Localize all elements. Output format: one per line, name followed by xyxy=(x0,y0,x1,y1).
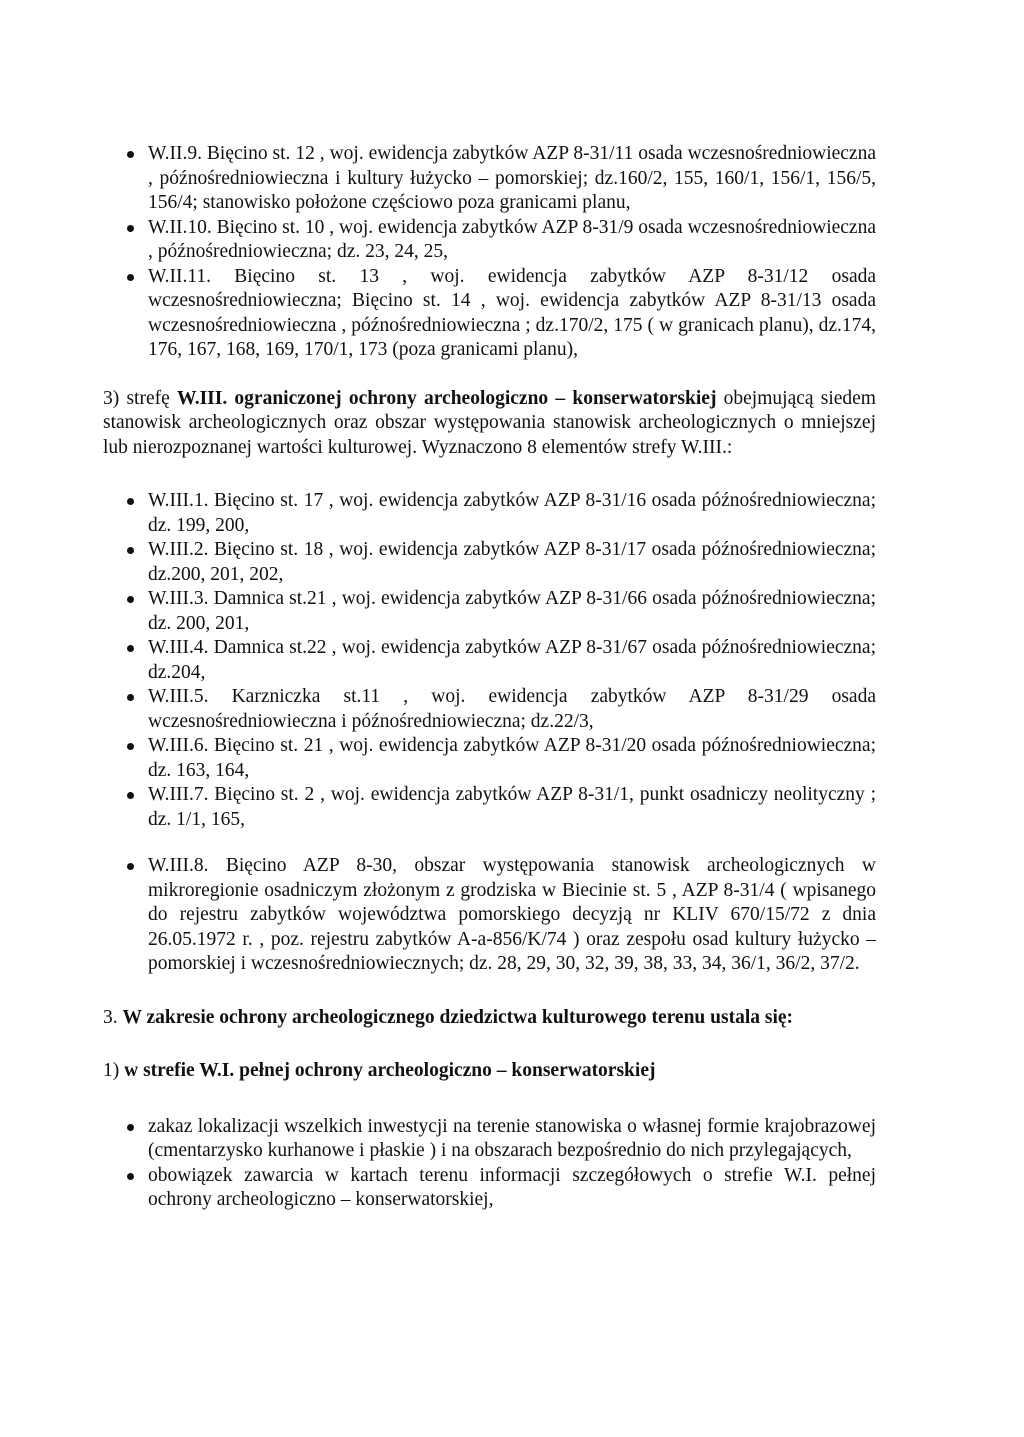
list-item: obowiązek zawarcia w kartach terenu informacji szczegółowych o strefie W.I. pełnej ochrony archeologiczno – konserwatorskiej, xyxy=(103,1164,876,1213)
zone-w3-list xyxy=(103,489,876,977)
list-item: W.II.11. Bięcino st. 13 , woj. ewidencja zabytków AZP 8-31/12 osada wczesnośredniowieczna; Bięcino st. 14 , woj. ewidencja zabytków AZP 8-31/13 osada wczesnośredniowieczna , późnośredniowieczna ; dz.170/2, 175 ( w granicach planu), dz.174, 176, 167, 168, 169, 170/1, 173 (poza granicami planu), xyxy=(103,265,876,363)
subsection-title: w strefie W.I. pełnej ochrony archeologiczno – konserwatorskiej xyxy=(124,1060,656,1081)
subsection-heading xyxy=(103,1059,876,1084)
zone-w2-list xyxy=(103,142,876,363)
list-item: W.III.5. Karzniczka st.11 , woj. ewidencja zabytków AZP 8-31/29 osada wczesnośredniowieczna i późnośredniowieczna; dz.22/3, xyxy=(103,685,876,734)
list-item: W.III.7. Bięcino st. 2 , woj. ewidencja zabytków AZP 8-31/1, punkt osadniczy neolityczny ; dz. 1/1, 165, xyxy=(103,783,876,832)
list-item: W.III.8. Bięcino AZP 8-30, obszar występowania stanowisk archeologicznych w mikroregionie osadniczym złożonym z grodziska w Biecinie st. 5 , AZP 8-31/4 ( wpisanego do rejestru zabytków województwa pomorskiego decyzją nr KLIV 670/15/72 z dnia 26.05.1972 r. , poz. rejestru zabytków A-a-856/K/74 ) oraz zespołu osad kultury łużycko – pomorskiej i wczesnośredniowiecznych; dz. 28, 29, 30, 32, 39, 38, 33, 34, 36/1, 36/2, 37/2. xyxy=(103,854,876,977)
list-item: W.II.9. Bięcino st. 12 , woj. ewidencja zabytków AZP 8-31/11 osada wczesnośredniowieczna , późnośredniowieczna i kultury łużycko – pomorskiej; dz.160/2, 155, 160/1, 156/1, 156/5, 156/4; stanowisko położone częściowo poza granicami planu, xyxy=(103,142,876,216)
zone-w3-paragraph xyxy=(103,387,876,461)
section-heading xyxy=(103,1006,876,1031)
list-item: W.III.1. Bięcino st. 17 , woj. ewidencja zabytków AZP 8-31/16 osada późnośredniowieczna; dz. 199, 200, xyxy=(103,489,876,538)
section-title: W zakresie ochrony archeologicznego dziedzictwa kulturowego terenu ustala się: xyxy=(122,1006,794,1028)
zone-w3-description: obejmującą siedem stanowisk archeologicznych oraz obszar występowania stanowisk archeologicznych o mniejszej lub nierozpoznanej wartości kulturowej. Wyznaczono 8 elementów strefy W.III.: xyxy=(103,387,876,458)
zone-w3-title: W.III. ograniczonej ochrony archeologiczno – konserwatorskiej xyxy=(176,387,717,409)
section-number: 3. xyxy=(103,1006,123,1028)
list-item: W.III.4. Damnica st.22 , woj. ewidencja zabytków AZP 8-31/67 osada późnośredniowieczna; dz.204, xyxy=(103,636,876,685)
list-item: zakaz lokalizacji wszelkich inwestycji na terenie stanowiska o własnej formie krajobrazowej (cmentarzysko kurhanowe i płaskie ) i na obszarach bezpośrednio do nich przylegających, xyxy=(103,1115,876,1164)
list-item: W.II.10. Bięcino st. 10 , woj. ewidencja zabytków AZP 8-31/9 osada wczesnośredniowieczna , późnośredniowieczna; dz. 23, 24, 25, xyxy=(103,216,876,265)
list-item: W.III.2. Bięcino st. 18 , woj. ewidencja zabytków AZP 8-31/17 osada późnośredniowieczna; dz.200, 201, 202, xyxy=(103,538,876,587)
zone-w1-rules-list xyxy=(103,1115,876,1213)
list-item: W.III.3. Damnica st.21 , woj. ewidencja zabytków AZP 8-31/66 osada późnośredniowieczna; dz. 200, 201, xyxy=(103,587,876,636)
subsection-number: 1) xyxy=(103,1060,125,1081)
list-item: W.III.6. Bięcino st. 21 , woj. ewidencja zabytków AZP 8-31/20 osada późnośredniowieczna; dz. 163, 164, xyxy=(103,734,876,783)
zone-w3-prefix: 3) strefę xyxy=(103,387,177,409)
